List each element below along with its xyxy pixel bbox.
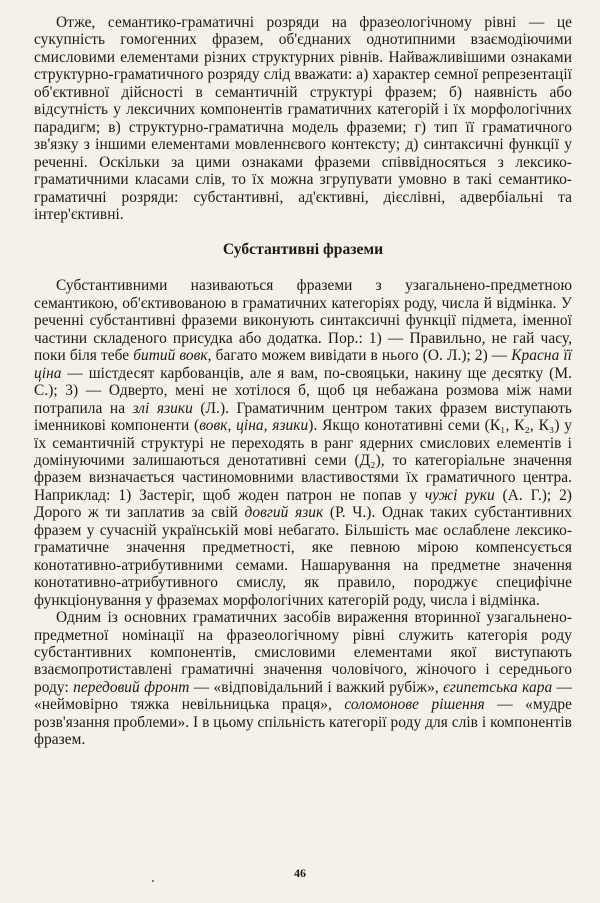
print-speck bbox=[152, 880, 154, 882]
text-run: (А. Г.); 2) Дорого ж ти заплатив за свій bbox=[34, 486, 572, 522]
paragraph-gender-category bbox=[34, 609, 572, 749]
text-run: ). Якщо конотативні семи (К₁, К₂, К₃) у їх семантичній структурі не переходять в ранг ядерних смислових елементів і домінуючими залишаються денотативні семи (Д₂), то категоріальне значення фразем визначається частиномовними властивостями їх граматичного центра. Наприклад: 1) Застеріг, щоб жоден патрон не попав у bbox=[34, 417, 572, 504]
italic-example: вовк, ціна, язики bbox=[199, 417, 309, 435]
text-run: — «неймовірно тяжка невільницька праця», bbox=[34, 678, 572, 714]
italic-example: соломонове рішення bbox=[344, 696, 485, 714]
paragraph-semantic-grammatical-categories bbox=[34, 14, 572, 223]
text-run: (Л.). Граматичним центром таких фразем виступають іменникові компоненти ( bbox=[34, 399, 572, 435]
italic-example: передовий фронт bbox=[73, 678, 190, 696]
page-number: 46 bbox=[294, 866, 306, 880]
section-heading: Субстантивні фраземи bbox=[222, 241, 384, 259]
paragraph-substantive-phrasemes bbox=[34, 277, 572, 609]
italic-example: чужі руки bbox=[424, 486, 495, 504]
text-run: — «мудре розв'язання проблеми». І в цьому спільність категорії роду для слів і компонентів фразем. bbox=[34, 696, 572, 749]
italic-example: Красна її ціна bbox=[34, 347, 573, 382]
text-run: — «відповідальний і важкий рубіж», bbox=[189, 678, 444, 696]
text-run: Отже, семантико-граматичні розряди на фразеологічному рівні — це сукупність гомогенних фразем, об'єднаних однотипними взаємодіючими смисловими елементами різних структурних рівнів. Найважливішими ознаками структурно-граматичного розряду слід вважати: а) характер семної репрезентації об'єктивної дійсності в семантичній структурі фразем; б) наявність або відсутність у лексичних компонентів граматичних категорій і їх морфологічних парадигм; в) структурно-граматична модель фраземи; г) тип її граматичного зв'язку з іншими елементами мовленнєвого контексту; д) синтаксичні функції у реченні. Оскільки за цими ознаками фраземи співвідносяться з лексико-граматичними класами слів, то їх можна згрупувати умовно в такі семантико-граматичні розряди: субстантивні, ад'єктивні, дієслівні, адвербіальні та інтер'єктивні. bbox=[34, 14, 572, 223]
italic-example: битий вовк bbox=[133, 347, 208, 365]
text-run: , багато можем вивідати в нього (О. Л.); 2) — bbox=[207, 347, 512, 365]
italic-example: довгий язик bbox=[244, 504, 324, 522]
text-run: Одним із основних граматичних засобів вираження вторинної узагальнено-предметної номінації на фразеологічному рівні служить категорія роду субстантивних компонентів, смисловими елементами якої виступають взаємопротиставлені граматичні значення чоловічого, жіночого і середнього роду: bbox=[34, 609, 572, 696]
text-run: (Р. Ч.). Однак таких субстантивних фразем у сучасній українській мові небагато. Більшість має ослаблене лексико-граматичне значення предметності, яке певною мірою компенсується конотативно-атрибутивними семами. Нашарування на предметне значення конотативно-атрибутивного смислу, як правило, породжує специфічне функціонування у фраземах морфологічних категорій роду, числа і відмінка. bbox=[34, 504, 572, 609]
italic-example: злі язики bbox=[132, 399, 193, 417]
text-run: — шістдесят карбованців, але я вам, по-свояцьки, накину ще десятку (М. С.); 3) — Одверто, мені не хотілося б, щоб ця небажана розмова між нами потрапила на bbox=[34, 364, 572, 417]
italic-example: єгипетська кара bbox=[443, 678, 553, 696]
text-run: Субстантивними називаються фраземи з узагальнено-предметною семантикою, об'єктивованою в граматичних категоріях роду, числа й відмінка. У реченні субстантивні фраземи виконують синтаксичні функції підмета, іменної частини складеного присудка або додатка. Пор.: 1) — Правильно, не гай часу, поки біля тебе bbox=[34, 277, 572, 365]
